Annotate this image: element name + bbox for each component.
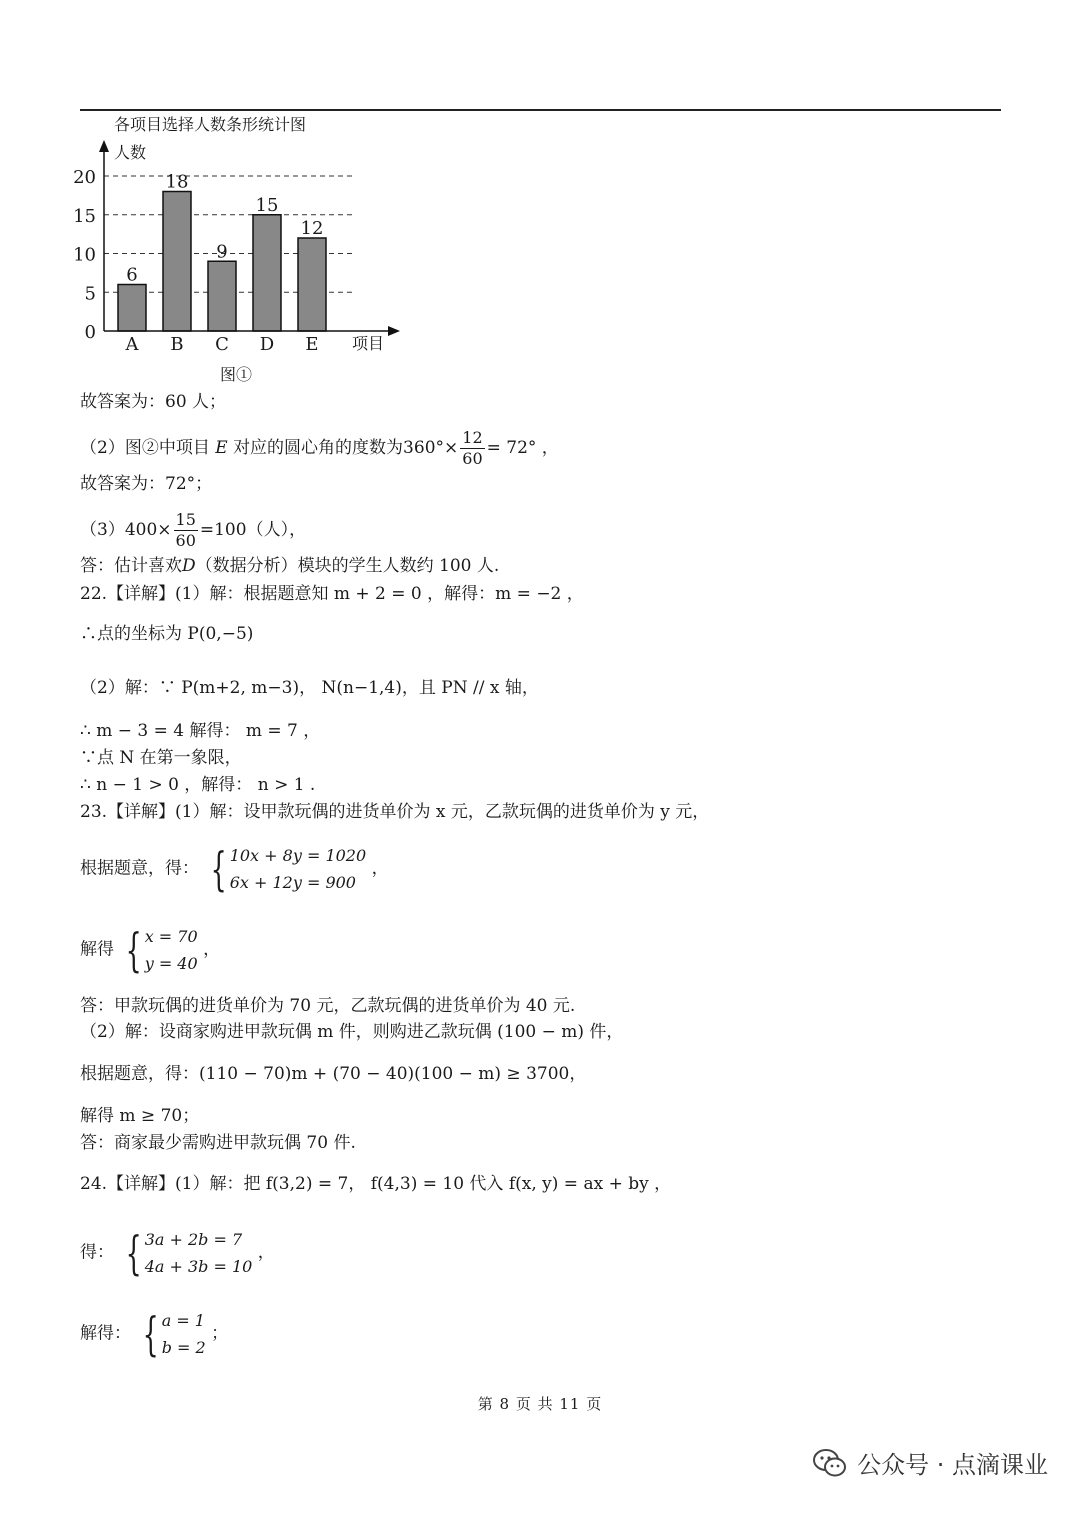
- bar-value-label: 15: [255, 194, 279, 216]
- text: = 72° ，: [486, 438, 559, 458]
- bar-value-label: 6: [126, 264, 138, 286]
- q24-solution: 解得： { a = 1 b = 2 ；: [80, 1307, 229, 1361]
- fraction: $\frac{15}{60}$: [175, 510, 196, 550]
- q22-line-5: ∵点 N 在第一象限，: [80, 748, 242, 768]
- q23-line-1: 23.【详解】(1）解：设甲款玩偶的进货单价为 x 元，乙款玩偶的进货单价为 y 元，: [80, 802, 710, 822]
- fraction: $\frac{12}{60}$: [462, 428, 483, 468]
- q22-line-3: （2）解：∵ P(m+2, m−3)， N(n−1,4)，且 PN // x 轴，: [80, 678, 539, 698]
- x-axis-arrow: [388, 326, 400, 336]
- q23-answer-2: 答：商家最少需购进甲款玩偶 70 件.: [80, 1133, 356, 1153]
- q24-system: 得： { 3a + 2b = 7 4a + 3b = 10 ，: [80, 1226, 275, 1280]
- var: E: [215, 438, 228, 458]
- watermark-text: 公众号 · 点滴课业: [857, 1451, 1048, 1479]
- y-tick-label: 5: [84, 283, 96, 305]
- x-tick-label: A: [125, 334, 139, 355]
- y-axis-arrow: [99, 140, 109, 152]
- q23-answer-1: 答：甲款玩偶的进货单价为 70 元，乙款玩偶的进货单价为 40 元.: [80, 996, 576, 1016]
- q23-inequality: 根据题意，得：(110 − 70)m + (70 − 40)(100 − m) ≥ 3700，: [80, 1064, 587, 1084]
- y-tick-label: 10: [73, 244, 96, 266]
- x-tick-label: C: [215, 334, 229, 355]
- equation-system: { a = 1 b = 2: [142, 1307, 206, 1361]
- bar-value-label: 18: [165, 171, 189, 193]
- text: 故答案为：60 人；: [80, 392, 227, 412]
- text: 答：估计喜欢: [80, 556, 182, 576]
- x-tick-label: E: [305, 334, 319, 355]
- top-rule: [80, 109, 1001, 111]
- text: 故答案为：72°；: [80, 474, 213, 494]
- watermark: [813, 1445, 1048, 1480]
- q22-line-4: ∴ m − 3 = 4 解得： m = 7 ，: [80, 721, 321, 741]
- q3-line: [80, 510, 306, 551]
- var: D: [182, 556, 196, 576]
- bar-D: [253, 215, 281, 331]
- q22-line-6: ∴ n − 1 > 0 ，解得： n > 1 .: [80, 775, 316, 795]
- equation-system: { 10x + 8y = 1020 6x + 12y = 900: [210, 842, 367, 896]
- text: =100（人），: [199, 520, 307, 540]
- bar-B: [163, 192, 191, 332]
- q2-line: [80, 428, 559, 469]
- y-tick-label: 15: [73, 205, 96, 227]
- bar-C: [208, 261, 236, 331]
- wechat-icon: [813, 1448, 847, 1478]
- answer-line-3: [80, 554, 499, 578]
- q22-line-1: 22.【详解】(1）解：根据题意知 m + 2 = 0 ，解得：m = −2 ，: [80, 584, 584, 604]
- chart-caption: 图①: [220, 365, 253, 384]
- chart-title: 各项目选择人数条形统计图: [114, 115, 307, 134]
- text: 对应的圆心角的度数为360°×: [233, 438, 459, 458]
- x-tick-label: B: [170, 334, 184, 355]
- page-footer: 第 8 页 共 11 页: [477, 1395, 603, 1413]
- x-tick-label: D: [259, 334, 275, 355]
- y-axis-label: 人数: [114, 143, 147, 162]
- y-tick-label: 0: [84, 322, 96, 343]
- q22-line-2: ∴点的坐标为 P(0,−5): [80, 624, 254, 644]
- equation-system: { 3a + 2b = 7 4a + 3b = 10: [125, 1226, 253, 1280]
- text: （3）400×: [80, 520, 172, 540]
- x-axis-label: 项目: [352, 334, 385, 353]
- answer-line-2: [80, 472, 212, 496]
- bar-A: [118, 285, 146, 332]
- bar-E: [298, 238, 326, 331]
- bar-value-label: 12: [300, 218, 324, 239]
- bar-chart: [70, 112, 400, 387]
- q23-solution-1: 解得 { x = 70 y = 40 ，: [80, 923, 221, 977]
- q23-solution-2: 解得 m ≥ 70；: [80, 1106, 200, 1126]
- y-tick-label: 20: [73, 167, 96, 188]
- answer-line-1: [80, 390, 226, 414]
- text: （2）图②中项目: [80, 438, 210, 458]
- q23-system-1: 根据题意，得： { 10x + 8y = 1020 6x + 12y = 900 ，: [80, 842, 389, 896]
- equation-system: { x = 70 y = 40: [125, 923, 198, 977]
- bar-value-label: 9: [216, 241, 228, 263]
- text: （数据分析）模块的学生人数约 100 人.: [195, 556, 500, 576]
- q23-line-2: （2）解：设商家购进甲款玩偶 m 件，则购进乙款玩偶 (100 − m) 件，: [80, 1022, 624, 1042]
- q24-line-1: 24.【详解】(1）解：把 f(3,2) = 7， f(4,3) = 10 代入 f(x, y) = ax + by ，: [80, 1174, 672, 1194]
